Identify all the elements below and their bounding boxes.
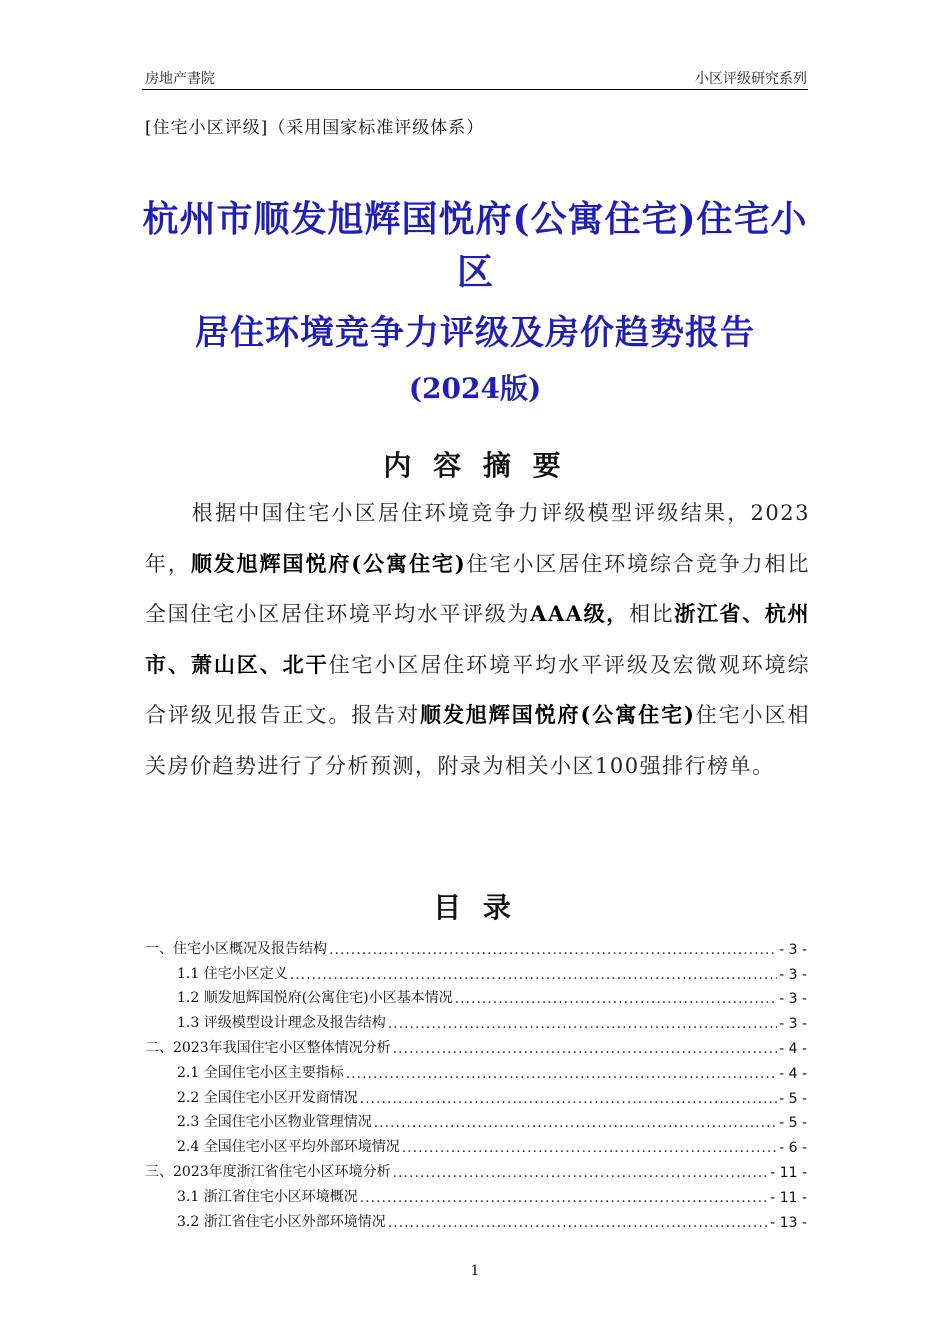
abstract-text-4: 住宅小区居住环境平均水平评级及宏微观环境综合评级见报告正文。报告对: [145, 652, 811, 727]
toc-entry[interactable]: [145, 1082, 807, 1107]
title-line-2: 区: [456, 251, 493, 293]
toc-entry[interactable]: [145, 1032, 807, 1057]
toc-entry-label: 2.1 全国住宅小区主要指标: [177, 1064, 344, 1081]
toc-leader: [374, 1115, 777, 1131]
toc-entry-label: 2.4 全国住宅小区平均外部环境情况: [177, 1139, 400, 1156]
toc-entry[interactable]: [145, 958, 807, 983]
toc-entry-page: - 4 -: [779, 1040, 807, 1057]
toc-entry[interactable]: [145, 1206, 807, 1231]
toc-leader: [402, 1140, 777, 1156]
toc-entry-page: - 6 -: [779, 1140, 807, 1157]
toc-entry[interactable]: [145, 933, 807, 958]
abstract-bold-2: AAA级，: [530, 601, 629, 626]
toc-entry-page: - 5 -: [779, 1115, 807, 1132]
toc-leader: [329, 942, 777, 958]
abstract-text-5: 住宅小区相关房价趋势进行了分析预测，附录为相关小区100强排行榜单。: [145, 703, 811, 778]
toc-entry[interactable]: [145, 1057, 807, 1082]
toc-leader: [393, 1165, 769, 1181]
report-category-tag: [住宅小区评级]（采用国家标准评级体系）: [145, 118, 485, 138]
header-divider: [142, 89, 808, 90]
toc-leader: [360, 1190, 768, 1206]
toc-leader: [455, 991, 777, 1007]
abstract-heading: 内 容 摘 要: [383, 449, 567, 482]
header-right: 小区评级研究系列: [695, 71, 807, 87]
toc-leader: [388, 1215, 768, 1231]
toc-entry-page: - 3 -: [779, 991, 807, 1008]
toc-entry-page: - 3 -: [779, 941, 807, 958]
toc-heading: 目 录: [433, 891, 517, 924]
page-number: 1: [470, 1263, 480, 1279]
toc-leader: [393, 1041, 777, 1057]
title-line-1: 杭州市顺发旭辉国悦府(公寓住宅)住宅小: [142, 198, 808, 240]
toc-entry-label: 3.2 浙江省住宅小区外部环境情况: [177, 1213, 386, 1230]
toc-entry-page: - 13 -: [770, 1214, 807, 1231]
abstract-bold-4: 顺发旭辉国悦府(公寓住宅): [420, 702, 696, 727]
toc-entry[interactable]: [145, 1181, 807, 1206]
toc-entry-page: - 3 -: [779, 966, 807, 983]
toc-leader: [346, 1066, 777, 1082]
toc-entry-page: - 11 -: [770, 1189, 807, 1206]
toc-entry-label: 3.1 浙江省住宅小区环境概况: [177, 1188, 358, 1205]
abstract-paragraph: [145, 488, 810, 791]
toc-entry[interactable]: [145, 1156, 807, 1181]
toc-entry[interactable]: [145, 1107, 807, 1132]
abstract-text-3: 相比: [628, 602, 675, 626]
toc-entry-page: - 11 -: [770, 1164, 807, 1181]
table-of-contents: [145, 933, 807, 1231]
toc-entry[interactable]: [145, 1007, 807, 1032]
toc-leader: [290, 967, 777, 983]
title-line-3: 居住环境竞争力评级及房价趋势报告: [195, 313, 755, 353]
toc-entry-label: 1.3 评级模型设计理念及报告结构: [177, 1015, 386, 1032]
toc-entry-label: 1.1 住宅小区定义: [177, 965, 288, 982]
toc-entry-page: - 4 -: [779, 1065, 807, 1082]
toc-leader: [388, 1016, 777, 1032]
toc-leader: [360, 1091, 777, 1107]
abstract-bold-1: 顺发旭辉国悦府(公寓住宅): [190, 550, 467, 576]
toc-entry[interactable]: [145, 1131, 807, 1156]
toc-entry-page: - 3 -: [779, 1016, 807, 1033]
toc-entry-label: 1.2 顺发旭辉国悦府(公寓住宅)小区基本情况: [177, 990, 453, 1007]
toc-entry-page: - 5 -: [779, 1090, 807, 1107]
abstract-bold-3: 浙江省、杭州市、萧山区、北干: [145, 601, 811, 677]
toc-entry-label: 2.3 全国住宅小区物业管理情况: [177, 1114, 372, 1131]
toc-entry-label: 2.2 全国住宅小区开发商情况: [177, 1089, 358, 1106]
abstract-text-2: 住宅小区居住环境综合竞争力相比全国住宅小区居住环境平均水平评级为: [145, 551, 811, 626]
toc-entry-label: 三、2023年度浙江省住宅小区环境分析: [145, 1163, 391, 1180]
toc-entry[interactable]: [145, 983, 807, 1008]
toc-entry-label: 一、住宅小区概况及报告结构: [145, 940, 327, 957]
toc-entry-label: 二、2023年我国住宅小区整体情况分析: [145, 1039, 391, 1056]
header-left: 房地产書院: [145, 71, 215, 87]
title-edition: (2024版): [408, 372, 542, 405]
abstract-text-1: 根据中国住宅小区居住环境竞争力评级模型评级结果，2023年，: [145, 501, 810, 576]
